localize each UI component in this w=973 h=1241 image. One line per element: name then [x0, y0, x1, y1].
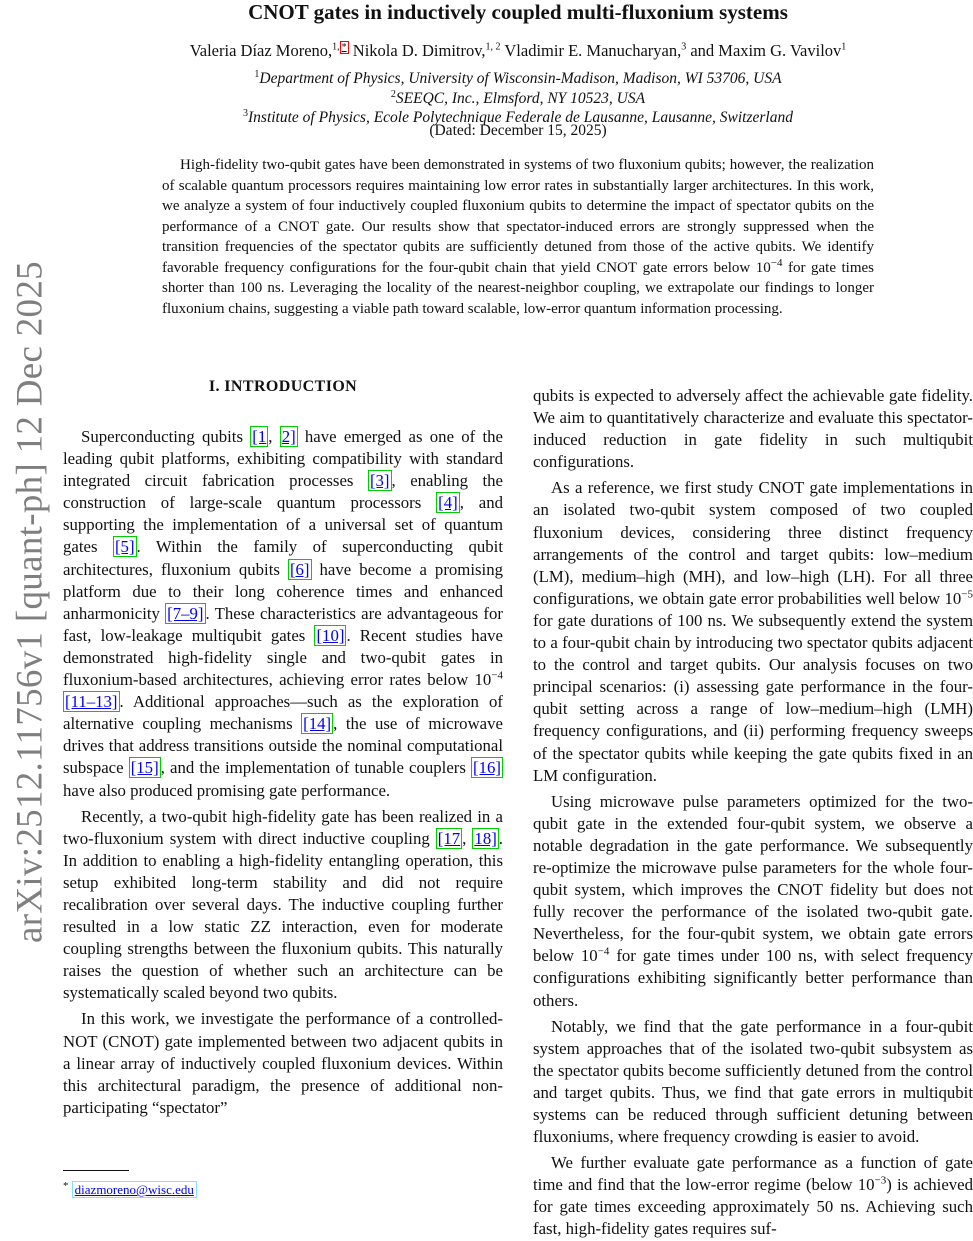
author-affil-marker: 1 [841, 41, 847, 53]
citation-link[interactable]: [17 [437, 828, 461, 848]
citation-link[interactable]: [5] [114, 537, 135, 557]
citation-link[interactable]: 18] [474, 828, 497, 848]
citation-link[interactable]: [16] [473, 758, 501, 778]
citation-link[interactable]: [6] [289, 559, 310, 579]
footnote-rule [63, 1170, 129, 1171]
intro-paragraph-6: Notably, we find that the gate performance in a four-qubit system approaches that of the isolated two-qubit subsystem as the spectator qubits become sufficiently detuned from the control and target qubits. Thus, we find that gate errors in multiqubit systems can be reduced through sufficient detuning between fluxoniums, where frequency crowding is easier to avoid. [533, 1016, 973, 1147]
affiliation-3: $^3$Institute of Physics, Ecole Polytechnique Federale de Lausanne, Lausanne, Switzerland [243, 108, 793, 127]
author-affil-marker: 3 [681, 41, 687, 53]
citation-link[interactable]: [14] [303, 714, 332, 734]
author-list [80, 40, 956, 62]
citation-link[interactable]: [7–9] [167, 603, 204, 623]
affiliation-1: $^1$Department of Physics, University of Wisconsin-Madison, Madison, WI 53706, USA [254, 69, 782, 88]
author-affil-marker: 1, 2 [485, 41, 501, 53]
author-name: and Maxim G. Vavilov [690, 41, 842, 60]
intro-paragraph-3: In this work, we investigate the performance of a controlled-NOT (CNOT) gate implemented between two adjacent qubits in a linear array of inductively coupled fluxonium devices. Within this architectural paradigm, the presence of additional non-participating “spectator” [63, 1009, 504, 1117]
author-email-link[interactable]: diazmoreno@wisc.edu [72, 1181, 197, 1198]
affiliation-2: $^2$SEEQC, Inc., Elmsford, NY 10523, USA [390, 89, 646, 108]
left-column [63, 426, 503, 1119]
arxiv-identifier: arXiv:2512.11756v1 [quant-ph] 12 Dec 2025 [9, 261, 51, 943]
author-name: Vladimir E. Manucharyan, [504, 41, 682, 60]
citation-link[interactable]: [10] [316, 625, 345, 645]
citation-link[interactable]: [4] [438, 493, 458, 513]
intro-paragraph-4: As a reference, we first study CNOT gate implementations in an isolated two-qubit system composed of two coupled fluxonium devices, considering three distinct frequency arrangements of the control and target qubits: low–medium (LM), medium–high (MH), and low–high (LH). For all three configurations, we obtain gate error probabilities well below $10^{-5}$ for gate durations of 100 ns. We subsequently extend the system to a four-qubit chain by introducing two spectator qubits adjacent to the control and target qubits. Our analysis focuses on two principal scenarios: (i) assessing gate performance in the four-qubit setting across a range of low–medium–high (LMH) frequency configurations, and (ii) performing frequency sweeps of the spectator qubits while keeping the gate qubits fixed in an LM configuration. [533, 478, 973, 785]
intro-paragraph-1: Superconducting qubits [1 , 2] have emerged as one of the leading qubit platforms, exhibiting compatibility with standard integrated circuit fabrication processes [3] , enabling the construction of large-scale quantum processors [4] , and supporting the implementation of a universal set of quantum gates [5] . Within the family of superconducting qubit architectures, fluxonium qubits [6] have become a promising platform due to their long coherence times and enhanced anharmonicity [7–9] . These characteristics are advantageous for fast, low-leakage multiqubit gates [10] . Recent studies have demonstrated high-fidelity single and two-qubit gates in fluxonium-based architectures, achieving error rates below $10^{-4}$ [11–13] . Additional approaches—such as the exploration of alternative coupling mechanisms [14] , the use of microwave drives that address transitions outside the nominal computational subspace [15] , and the implementation of tunable couplers [16] have also produced promising gate performance. [63, 427, 504, 800]
footnote-marker: * [63, 1180, 69, 1192]
author-name: Nikola D. Dimitrov, [352, 41, 486, 60]
citation-link[interactable]: 2] [281, 427, 296, 446]
citation-link[interactable]: [15] [130, 758, 159, 778]
footnote [63, 1177, 197, 1199]
abstract: High-fidelity two-qubit gates have been demonstrated in systems of two fluxonium qubits; however, the realization of scalable quantum processors requires maintaining low error rates in substantially larger architectures. In this work, we analyze a system of four inductively coupled fluxonium qubits to determine the impact of spectator qubits on the performance of a CNOT gate. Our results show that spectator-induced errors are strongly suppressed when the transition frequencies of the spectator qubits are sufficiently detuned from those of the active qubits. We identify favorable frequency configurations for the four-qubit chain that yield CNOT gate errors below $10^{-4}$ for gate times shorter than 100 ns. Leveraging the locality of the nearest-neighbor coupling, we extrapolate our findings to longer fluxonium chains, suggesting a viable path toward scalable, low-error quantum information processing. [162, 157, 875, 317]
arxiv-sidebar-stamp [0, 0, 60, 1200]
intro-paragraph-7: We further evaluate gate performance as a function of gate time and find that the low-error regime (below $10^{-3}$) is achieved for gate times exceeding approximately 50 ns. Achieving such fast, high-fidelity gates requires suf- [533, 1153, 973, 1239]
intro-paragraph-continued: qubits is expected to adversely affect the achievable gate fidelity. We aim to quantitatively characterize and evaluate this spectator-induced reduction in gate fidelity in such multiqubit configurations. [533, 386, 973, 472]
section-heading-introduction: I. INTRODUCTION [208, 378, 358, 395]
paper-title: CNOT gates in inductively coupled multi-fluxonium systems [248, 0, 788, 24]
author-affil-marker: 1, * [332, 41, 347, 53]
footnote-link[interactable]: * [341, 41, 347, 53]
citation-link[interactable]: [1 [252, 427, 267, 446]
citation-link[interactable]: [11–13] [65, 692, 118, 712]
intro-paragraph-5: Using microwave pulse parameters optimized for the two-qubit gate in the extended four-qubit system, we observe a notable degradation in the gate performance. We subsequently re-optimize the microwave pulse parameters for the whole four-qubit system, which improves the CNOT fidelity but does not fully recover the performance of the isolated two-qubit gate. Nevertheless, for the four-qubit system, we obtain gate errors below $10^{-4}$ for gate times under 100 ns, with select frequency configurations exhibiting significantly better performance than others. [533, 791, 973, 1010]
date-line: (Dated: December 15, 2025) [429, 122, 607, 139]
right-column [533, 385, 973, 1241]
author-name: Valeria Díaz Moreno, [189, 41, 333, 60]
intro-paragraph-2: Recently, a two-qubit high-fidelity gate has been realized in a two-fluxonium system with direct inductive coupling [17 , 18] . In addition to enabling a high-fidelity entangling operation, this setup exhibited long-term stability and did not require recalibration over several days. The inductive coupling further resulted in a low static ZZ interaction, even for moderate coupling strengths between the fluxonium qubits. This naturally raises the question of whether such an architecture can be systematically scaled beyond two qubits. [63, 806, 503, 1003]
citation-link[interactable]: [3] [369, 471, 390, 491]
